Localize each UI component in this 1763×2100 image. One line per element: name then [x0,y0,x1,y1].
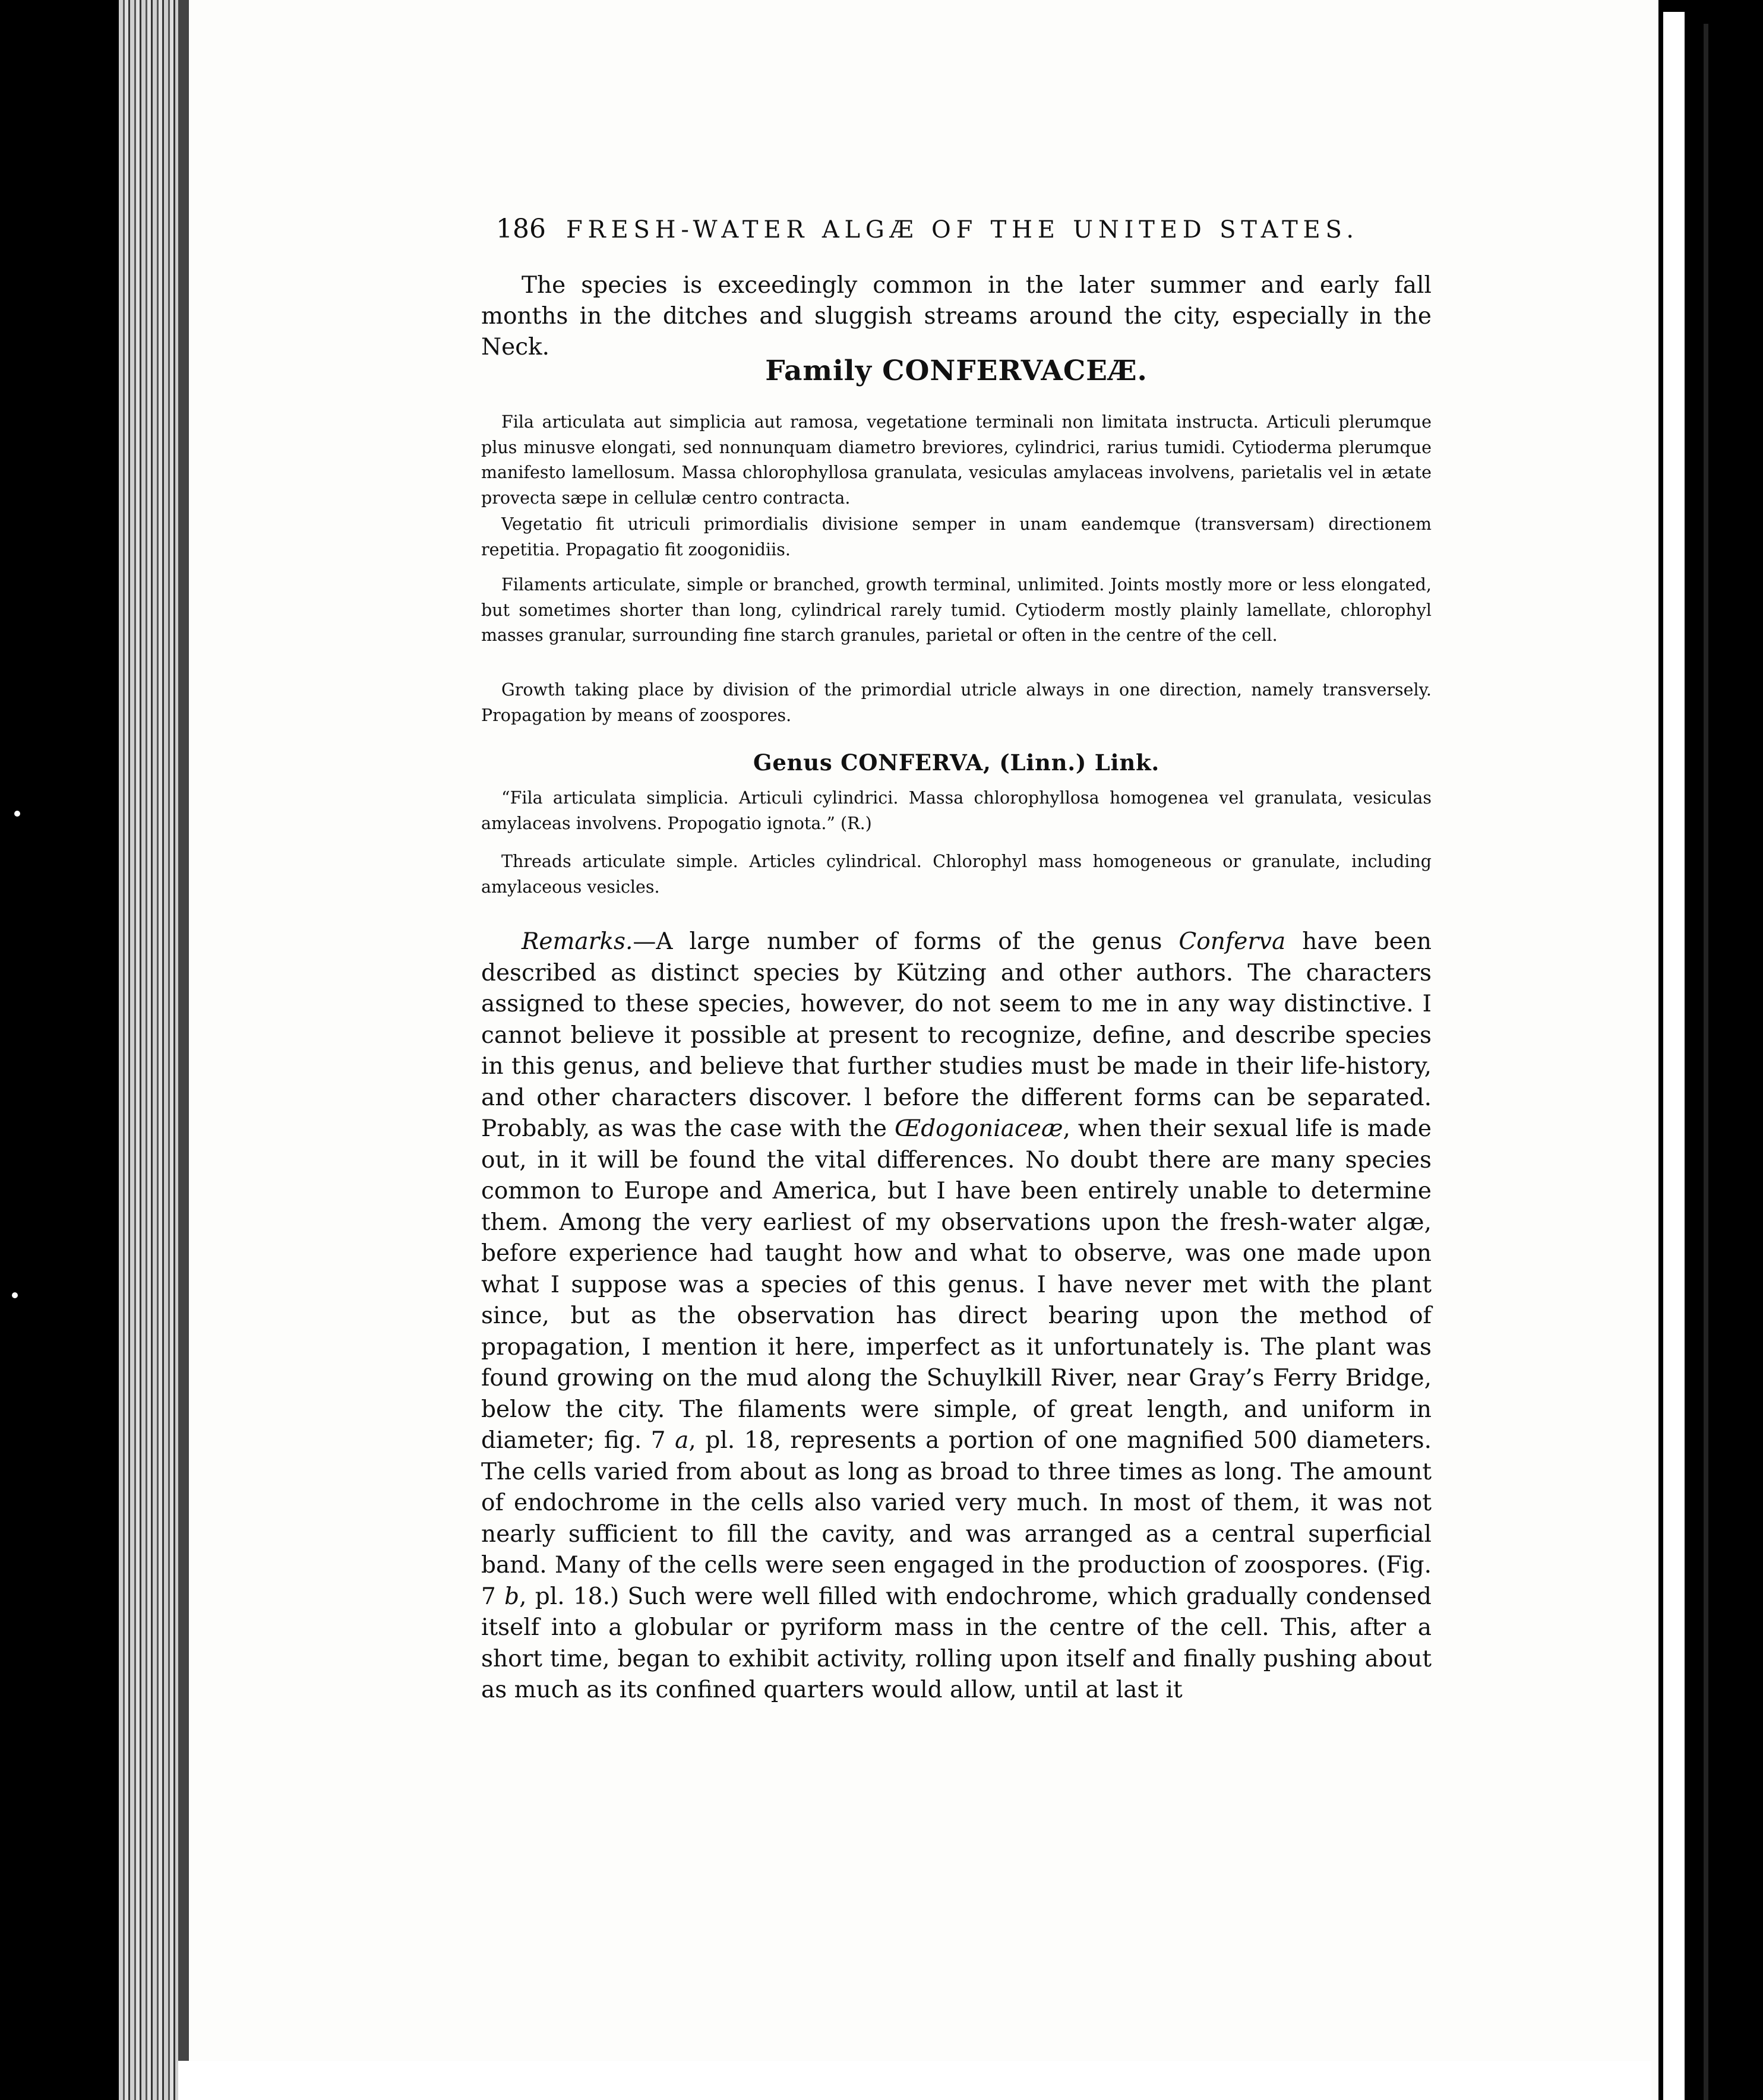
genus-english-description: Threads articulate simple. Articles cylindrical. Chlorophyl mass homogeneous or granulate, including amylaceous vesicles. [481,852,1432,897]
remarks-text: , when their sexual life is made out, in it will be found the vital differences. No doubt there are many species common to Europe and America, but I have been entirely unable to determine them. Among the very earliest of my observations upon the fresh-water algæ, before experience had taught how and what to observe, was one made upon what I suppose was a species of this genus. I have never met with the plant since, but as the observation has direct bearing upon the method of propagation, I mention it here, imperfect as it unfortunately is. The plant was found growing on the mud along the Schuylkill River, near Gray’s Ferry Bridge, below the city. The filaments were simple, of great length, and uniform in diameter; fig. 7 [481,1115,1432,1454]
scan-artifact-dot [14,811,20,817]
intro-paragraph: The species is exceedingly common in the later summer and early fall months in the ditches and sluggish streams around the city, especially in the Neck. [481,272,1432,360]
family-english-propagation: Growth taking place by division of the primordial utricle always in one direction, namely transversely. Propagation by means of zoospores. [481,680,1432,725]
family-latin-propagation: Vegetatio fit utriculi primordialis divisione semper in unam eandemque (transversam) directionem repetitia. Propagatio fit zoogonidiis. [481,514,1432,559]
family-latin-description: Fila articulata aut simplicia aut ramosa, vegetatione terminali non limitata instructa. Articuli plerumque plus minusve elongati, sed nonnunquam diametro breviores, cylindrici, rarius tumidi. Cytioderma plerumque manifesto lamellosum. Massa chlorophyllosa granulata, vesiculas amylaceas involvens, parietalis vel in ætate provecta sæpe in cellulæ centro contracta. [481,412,1432,508]
figure-ref-italic: b [504,1583,520,1610]
running-title: FRESH-WATER ALGÆ OF THE UNITED STATES. [566,216,1359,243]
genus-heading: Genus CONFERVA, (Linn.) Link. [753,749,1159,776]
remarks-text: —A large number of forms of the genus [633,928,1179,955]
adjacent-page-edge [1663,12,1685,2100]
figure-ref-italic: a [675,1427,689,1454]
remarks-text: , pl. 18, represents a portion of one magnified 500 diameters. The cells varied from about as long as broad to three times as long. The amount of endochrome in the cells also varied very much. In most of them, it was not nearly sufficient to fill the cavity, and was arranged as a central superficial band. Many of the cells were seen engaged in the production of zoospores. (Fig. 7 [481,1427,1432,1610]
family-english-description: Filaments articulate, simple or branched, growth terminal, unlimited. Joints mostly more or less elongated, but sometimes shorter than long, cylindrical rarely tumid. Cytioderm mostly plainly lamellate, chlorophyl masses granular, surrounding fine starch granules, parietal or often in the centre of the cell. [481,575,1432,645]
book-gutter [178,0,189,2100]
scan-artifact-dot [12,1292,18,1298]
family-name-italic: Œdogoniaceæ [894,1115,1063,1142]
page-number: 186 [496,214,546,244]
family-heading: Family CONFERVACEÆ. [765,355,1148,387]
remarks-paragraph [481,926,1432,1706]
running-header [496,214,1359,249]
remarks-text: have been described as distinct species by Kützing and other authors. The characters assigned to these species, however, do not seem to me in any way distinctive. I cannot believe it possible at present to recognize, define, and describe species in this genus, and believe that further studies must be made in their life-history, and other characters discover. l before the different forms can be separated. Probably, as was the case with the [481,928,1432,1142]
page-bottom-margin [178,2061,1651,2100]
remarks-label: Remarks. [522,928,633,955]
scan-edge-rule [1704,24,1708,2100]
remarks-text: , pl. 18.) Such were well filled with endochrome, which gradually condensed itself into a globular or pyriform mass in the centre of the cell. This, after a short time, began to exhibit activity, rolling upon itself and finally pushing about as much as its confined quarters would allow, until at last it [481,1583,1432,1703]
genus-latin-description: “Fila articulata simplicia. Articuli cylindrici. Massa chlorophyllosa homogenea vel granulata, vesiculas amylaceas involvens. Propogatio ignota.” (R.) [481,788,1432,833]
genus-name-italic: Conferva [1179,928,1286,955]
